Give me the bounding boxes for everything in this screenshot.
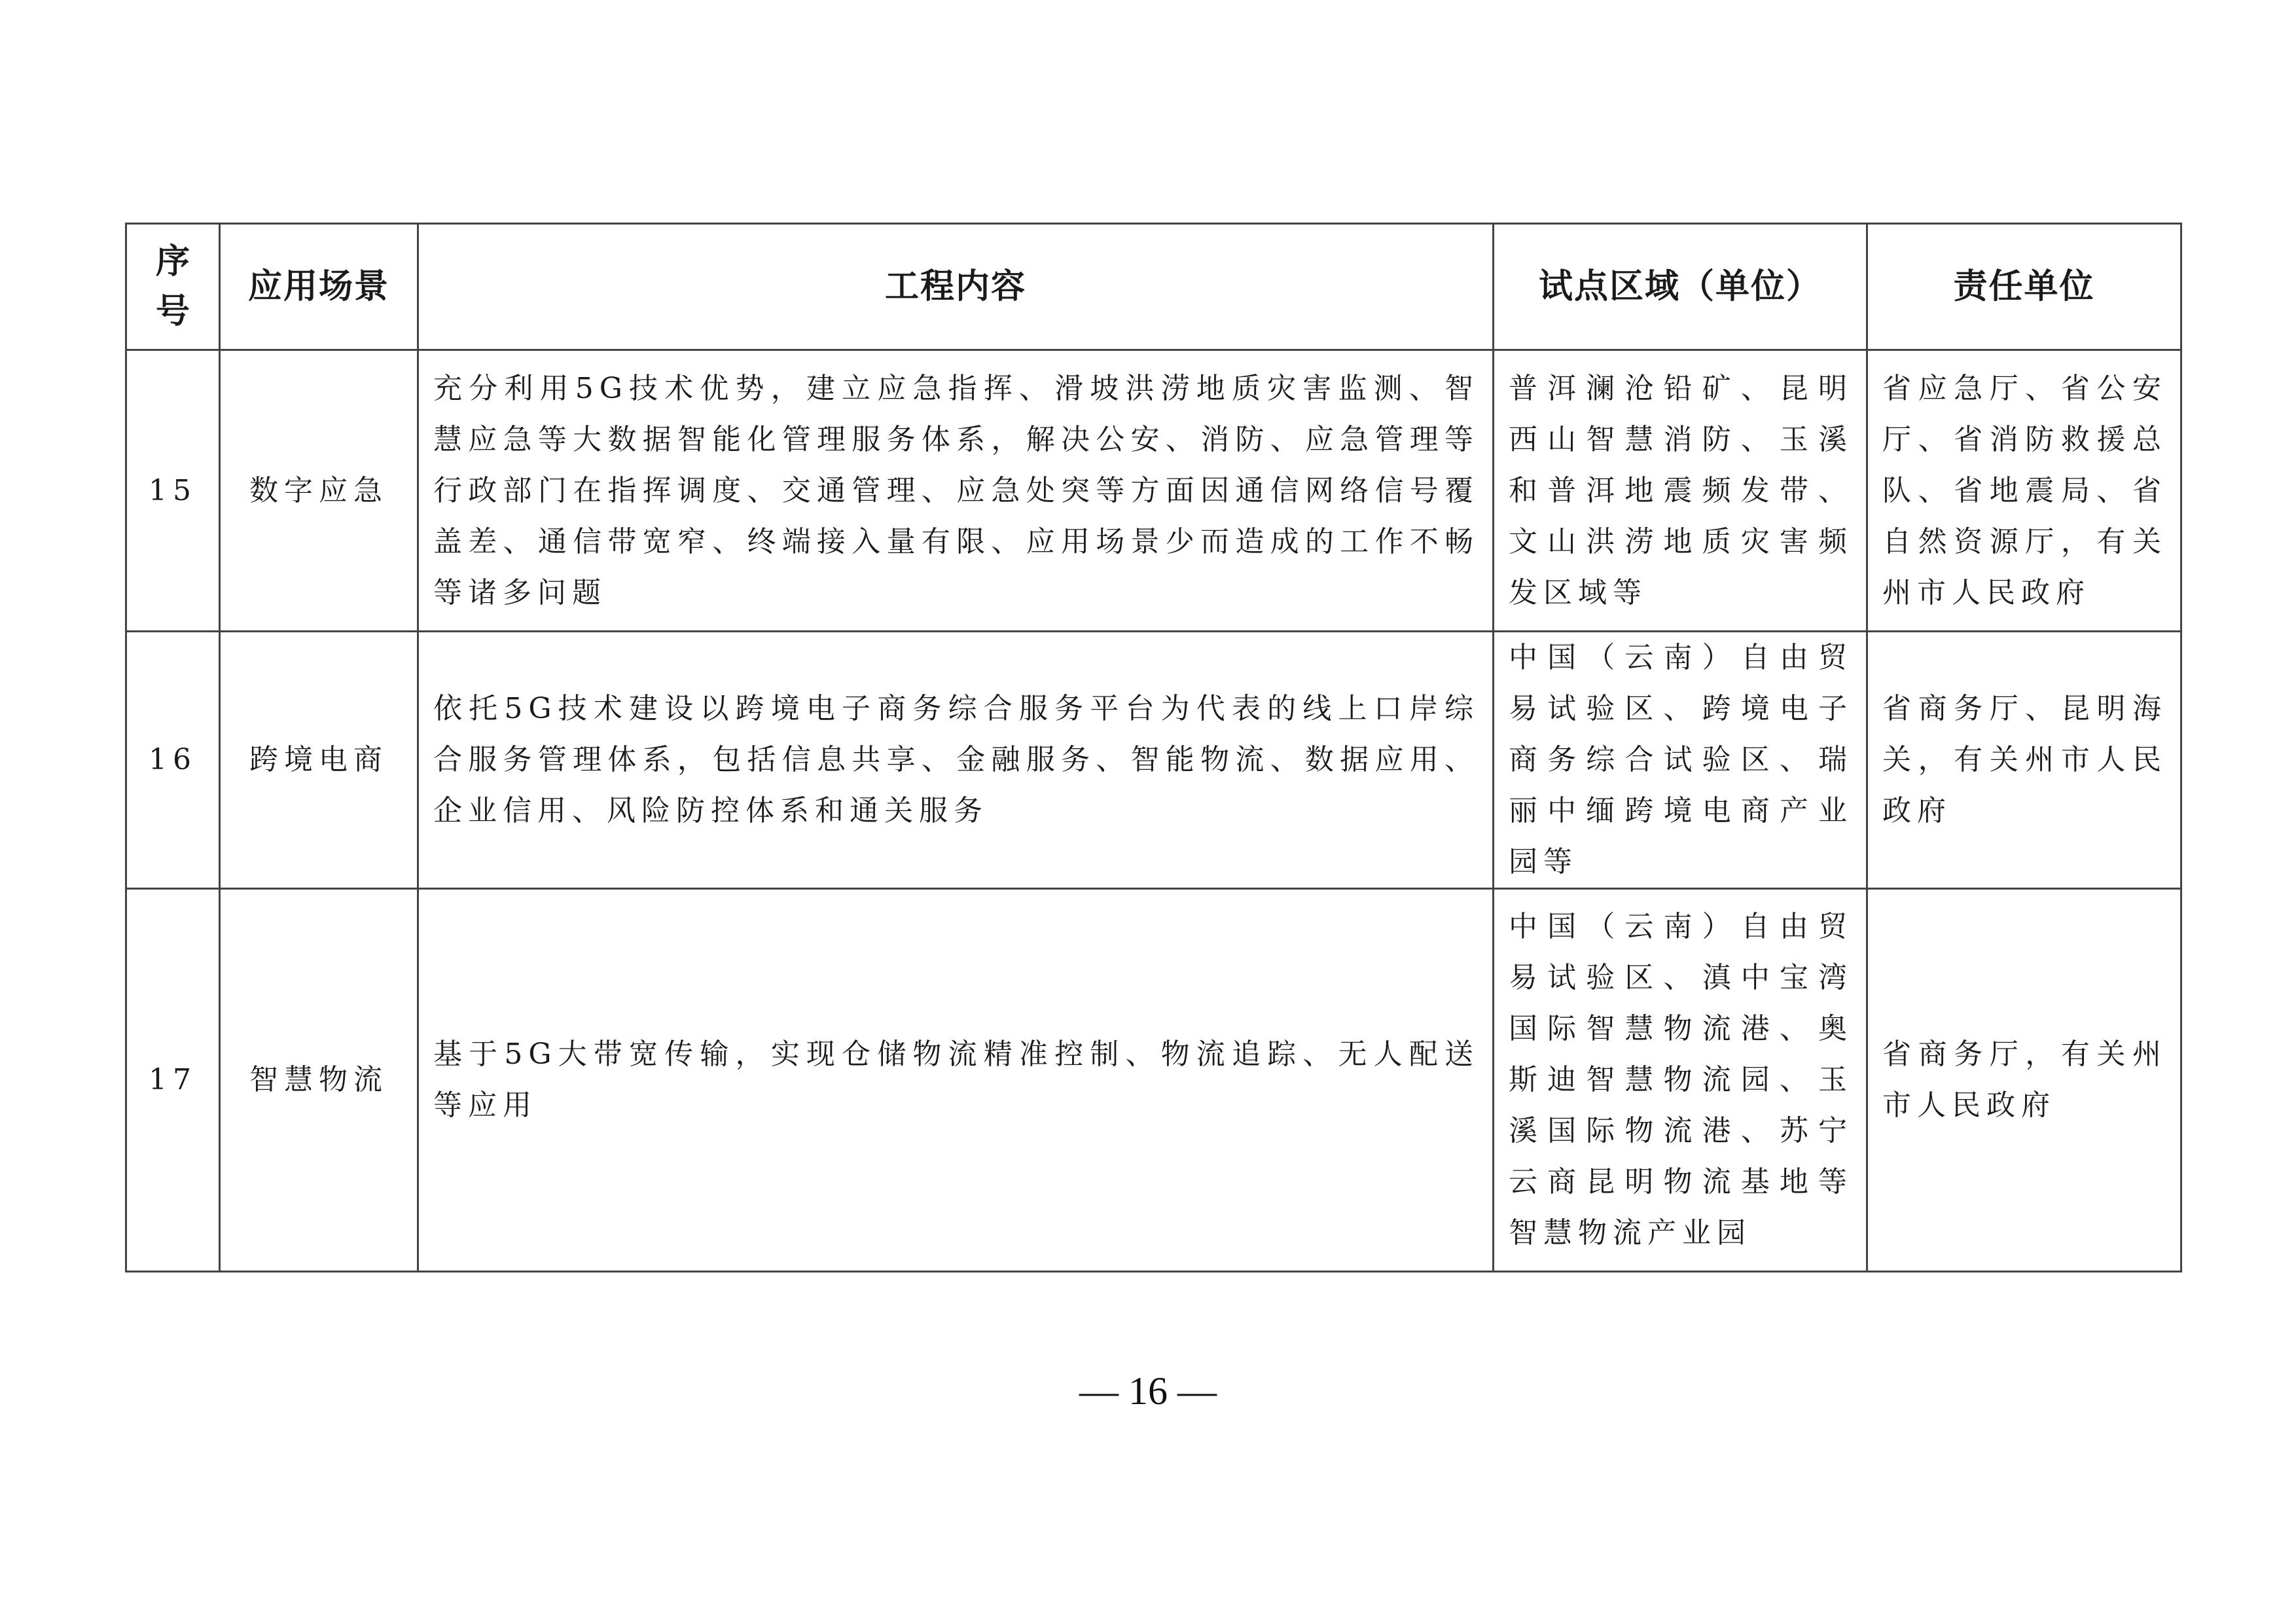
header-application-scene: 应用场景: [220, 224, 418, 350]
cell-responsible-unit: 省应急厅、省公安厅、省消防救援总队、省地震局、省自然资源厅，有关州市人民政府: [1867, 350, 2181, 632]
cell-project-content: 充分利用5G技术优势，建立应急指挥、滑坡洪涝地质灾害监测、智慧应急等大数据智能化管理服务体系，解决公安、消防、应急管理等行政部门在指挥调度、交通管理、应急处突等方面因通信网络信号覆盖差、通信带宽窄、终端接入量有限、应用场景少而造成的工作不畅等诸多问题: [418, 350, 1494, 632]
header-pilot-area: 试点区域（单位）: [1494, 224, 1867, 350]
cell-serial-number: 16: [126, 632, 220, 889]
cell-pilot-area: 普洱澜沧铅矿、昆明西山智慧消防、玉溪和普洱地震频发带、文山洪涝地质灾害频发区域等: [1494, 350, 1867, 632]
cell-pilot-area: 中国（云南）自由贸易试验区、跨境电子商务综合试验区、瑞丽中缅跨境电商产业园等: [1494, 632, 1867, 889]
header-responsible-unit: 责任单位: [1867, 224, 2181, 350]
header-serial-number-top: 序: [155, 242, 190, 281]
project-table: [125, 223, 2182, 1272]
header-project-content: 工程内容: [418, 224, 1494, 350]
cell-application-scene: 跨境电商: [220, 632, 418, 889]
table-header-row: [126, 224, 2181, 350]
cell-application-scene: 智慧物流: [220, 889, 418, 1272]
cell-project-content: 依托5G技术建设以跨境电子商务综合服务平台为代表的线上口岸综合服务管理体系，包括信息共享、金融服务、智能物流、数据应用、企业信用、风险防控体系和通关服务: [418, 632, 1494, 889]
cell-project-content: 基于5G大带宽传输，实现仓储物流精准控制、物流追踪、无人配送等应用: [418, 889, 1494, 1272]
cell-responsible-unit: 省商务厅、昆明海关，有关州市人民政府: [1867, 632, 2181, 889]
cell-serial-number: 15: [126, 350, 220, 632]
table-row: [126, 889, 2181, 1272]
table-row: [126, 632, 2181, 889]
cell-responsible-unit: 省商务厅，有关州市人民政府: [1867, 889, 2181, 1272]
header-serial-number-bottom: 号: [155, 292, 190, 331]
cell-application-scene: 数字应急: [220, 350, 418, 632]
header-serial-number: [126, 224, 220, 350]
page-number: — 16 —: [1079, 1369, 1217, 1413]
table-row: [126, 350, 2181, 632]
cell-pilot-area: 中国（云南）自由贸易试验区、滇中宝湾国际智慧物流港、奥斯迪智慧物流园、玉溪国际物流港、苏宁云商昆明物流基地等智慧物流产业园: [1494, 889, 1867, 1272]
cell-serial-number: 17: [126, 889, 220, 1272]
